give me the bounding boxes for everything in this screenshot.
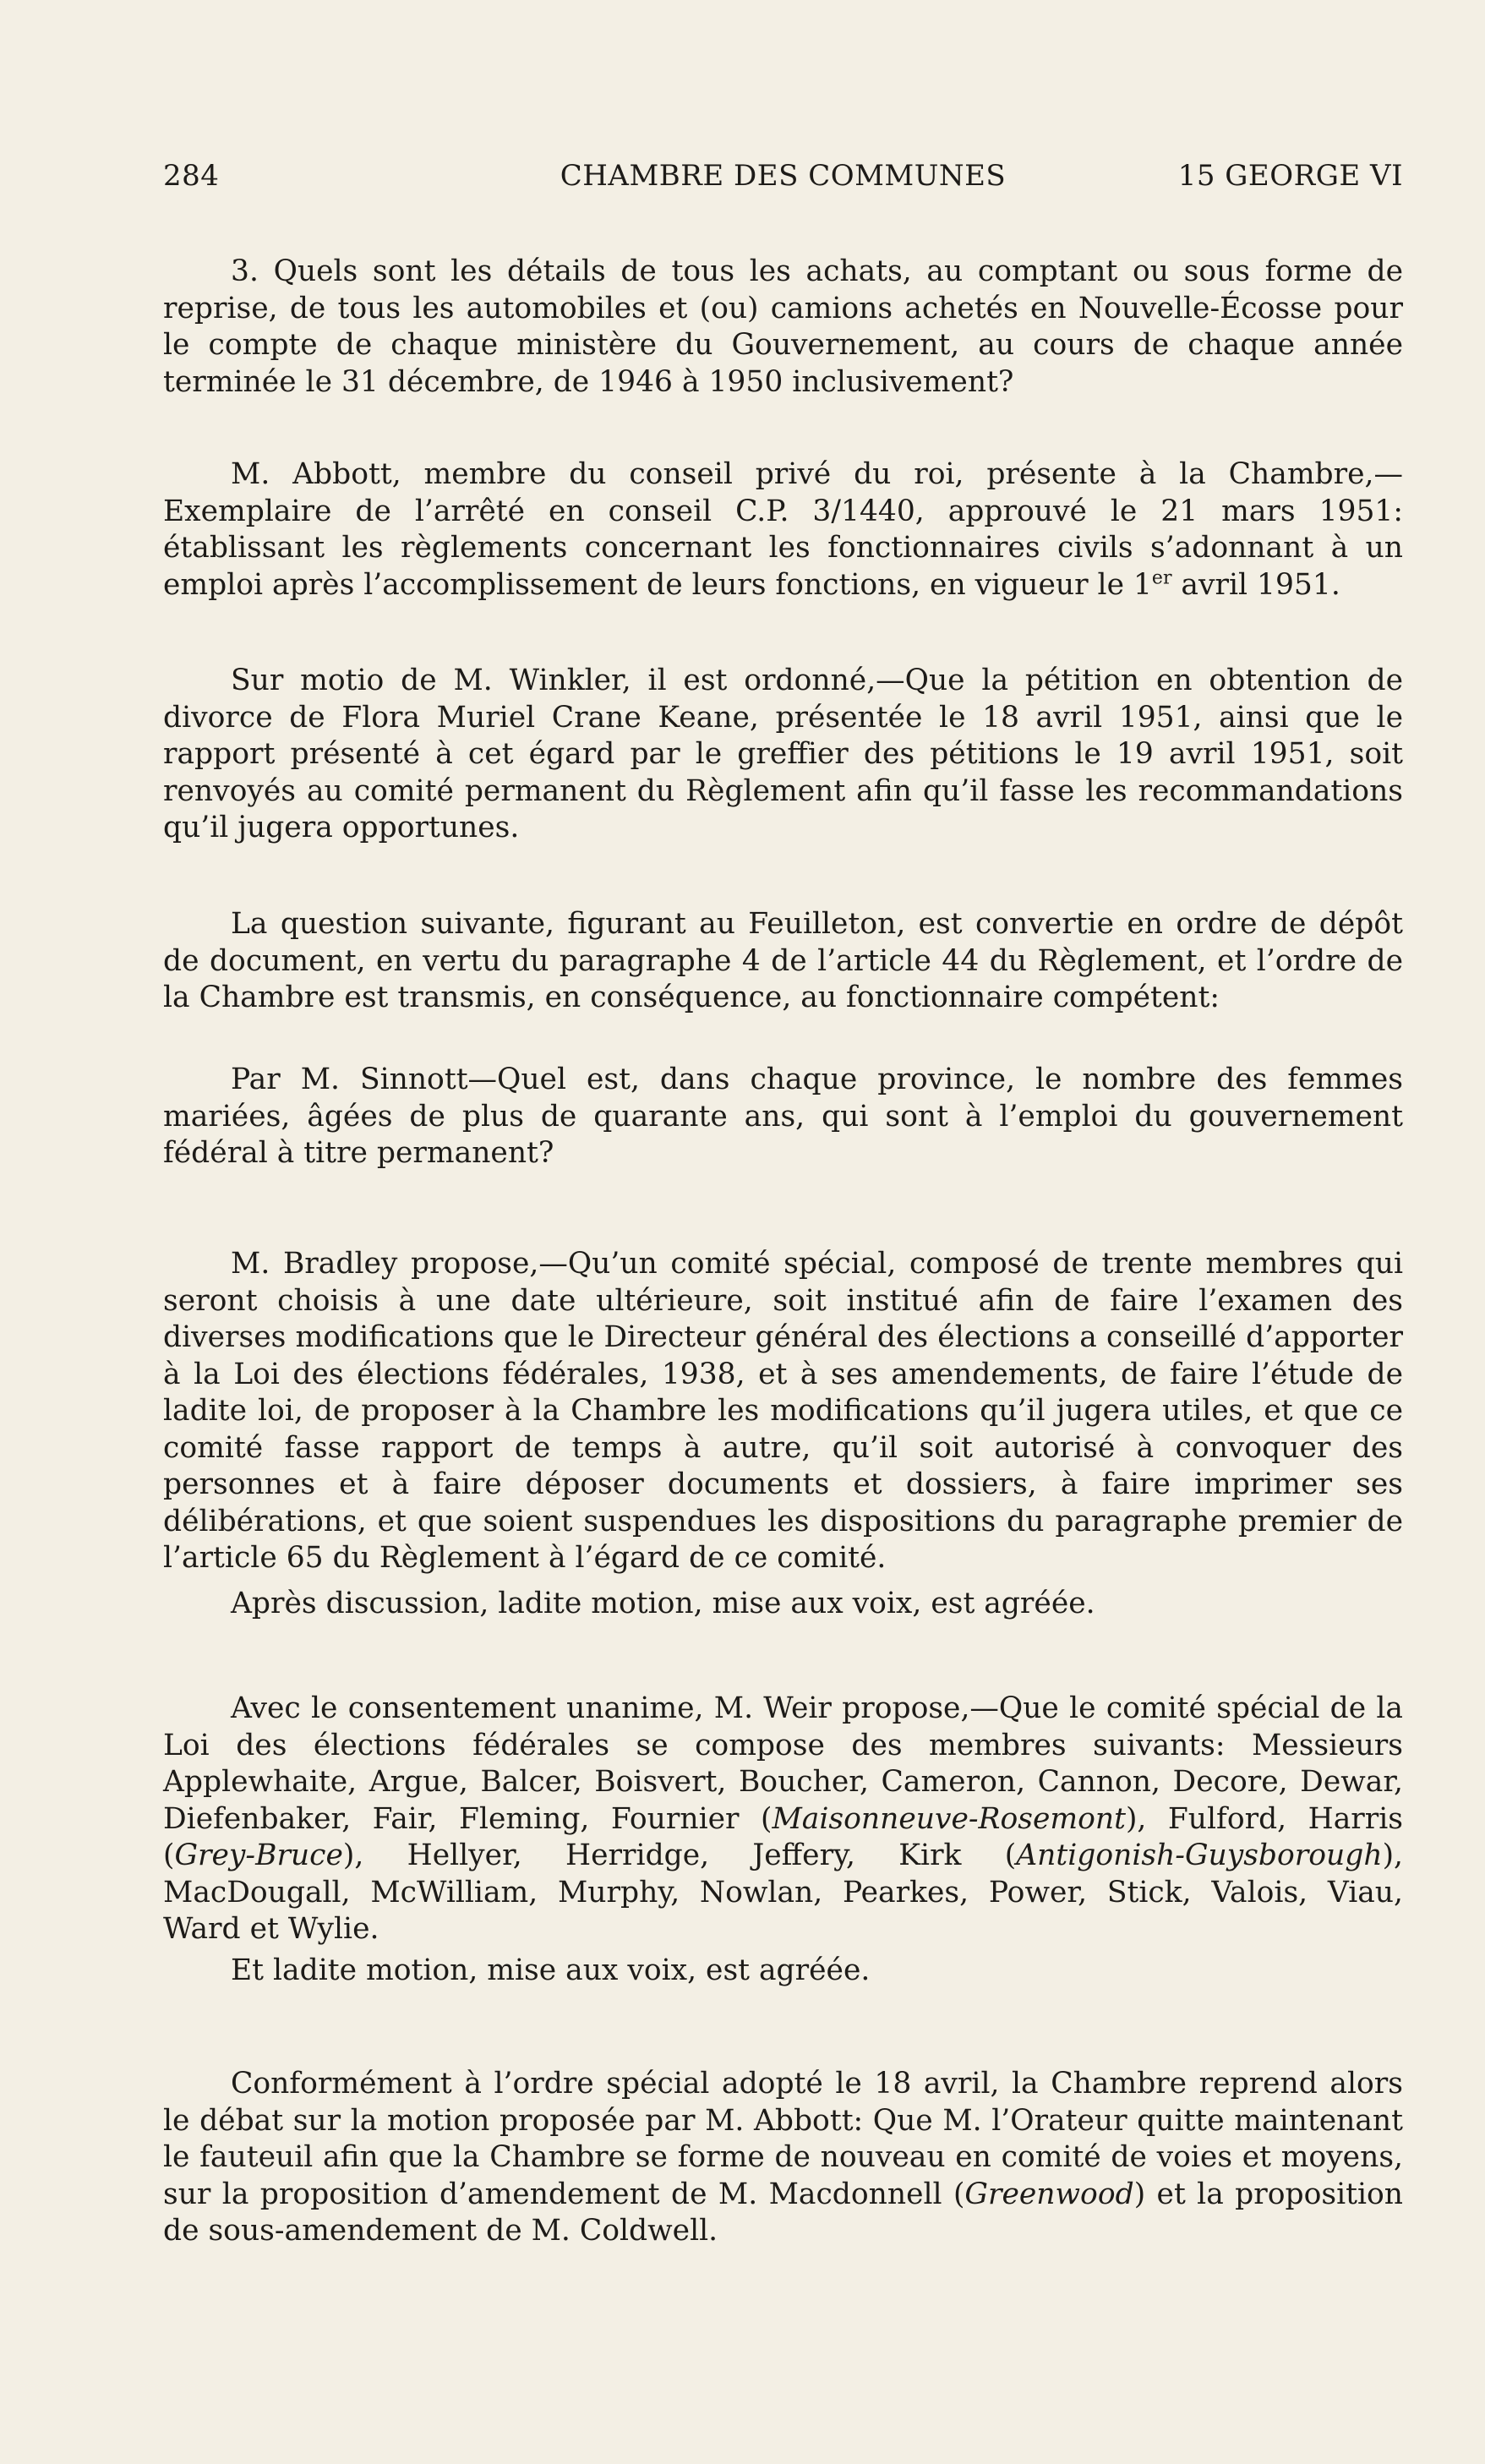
paragraph-motion-agreed-1: [163, 1586, 1403, 1623]
paragraph-text: 3. Quels sont les détails de tous les achats, au comptant ou sous forme de reprise, de tous les automobiles et (ou) camions achetés en Nouvelle-Écosse pour le compte de chaque ministère du Gouvernement, au cours de chaque année terminée le 31 décembre, de 1946 à 1950 inclusivement?: [163, 254, 1403, 399]
page-number: 284: [163, 159, 220, 193]
paragraph-text: Sur motio de M. Winkler, il est ordonné,—Que la pétition en obtention de divorce de Flora Muriel Crane Keane, présentée le 18 avril 1951, ainsi que le rapport présenté à cet égard par le greffier des pétitions le 19 avril 1951, soit renvoyés au comité permanent du Règlement afin qu’il fasse les recommandations qu’il jugera opportunes.: [163, 664, 1403, 844]
paragraph-weir-motion: [163, 1691, 1403, 1948]
paragraph-winkler-motion: [163, 663, 1403, 847]
running-title: CHAMBRE DES COMMUNES: [560, 159, 1007, 193]
paragraph-sinnott-question: [163, 1062, 1403, 1172]
page-header: [163, 159, 1403, 201]
regnal-year: 15 GEORGE VI: [1177, 159, 1403, 193]
paragraph-abbott-tabled: [163, 456, 1403, 604]
paragraph-text: Par M. Sinnott—Quel est, dans chaque province, le nombre des femmes mariées, âgées de plus de quarante ans, qui sont à l’emploi du gouvernement fédéral à titre permanent?: [163, 1063, 1403, 1170]
paragraph-text: M. Abbott, membre du conseil privé du roi, présente à la Chambre,— Exemplaire de l’arrêté en conseil C.P. 3/1440, approuvé le 21 mars 1951: établissant les règlements concernant les fonctionnaires civils s’adonnant à un emploi après l’accomplissement de leurs fonctions, en vigueur le 1er avril 1951.: [163, 457, 1403, 602]
paragraph-text: Avec le consentement unanime, M. Weir propose,—Que le comité spécial de la Loi des élections fédérales se compose des membres suivants: Messieurs Applewhaite, Argue, Balcer, Boisvert, Boucher, Cameron, Cannon, Decore, Dewar, Diefenbaker, Fair, Fleming, Fournier (Maisonneuve-Rosemont), Fulford, Harris (Grey-Bruce), Hellyer, Herridge, Jeffery, Kirk (Antigonish-Guysborough), MacDougall, McWilliam, Murphy, Nowlan, Pearkes, Power, Stick, Valois, Viau, Ward et Wylie.: [163, 1691, 1403, 1946]
paragraph-text: Et ladite motion, mise aux voix, est agréée.: [231, 1953, 871, 1987]
paragraph-bradley-motion: [163, 1246, 1403, 1577]
paragraph-question-3: [163, 254, 1403, 401]
paragraph-text: La question suivante, figurant au Feuilleton, est convertie en ordre de dépôt de document, en vertu du paragraphe 4 de l’article 44 du Règlement, et l’ordre de la Chambre est transmis, en conséquence, au fonctionnaire compétent:: [163, 907, 1403, 1014]
paragraph-text: Conformément à l’ordre spécial adopté le 18 avril, la Chambre reprend alors le débat sur la motion proposée par M. Abbott: Que M. l’Orateur quitte maintenant le fauteuil afin que la Chambre se forme de nouveau en comité de voies et moyens, sur la proposition d’amendement de M. Macdonnell (Greenwood) et la proposition de sous-amendement de M. Coldwell.: [163, 2067, 1403, 2248]
paragraph-debate-resumed: [163, 2066, 1403, 2250]
paragraph-question-converted: [163, 906, 1403, 1017]
paragraph-text: M. Bradley propose,—Qu’un comité spécial, composé de trente membres qui seront choisis à une date ultérieure, soit institué afin de faire l’examen des diverses modifications que le Directeur général des élections a conseillé d’apporter à la Loi des élections fédérales, 1938, et à ses amendements, de faire l’étude de ladite loi, de proposer à la Chambre les modifications qu’il jugera utiles, et que ce comité fasse rapport de temps à autre, qu’il soit autorisé à convoquer des personnes et à faire déposer documents et dossiers, à faire imprimer ses délibérations, et que soient suspendues les dispositions du paragraphe premier de l’article 65 du Règlement à l’égard de ce comité.: [163, 1247, 1403, 1575]
paragraph-motion-agreed-2: [163, 1953, 1403, 1990]
paragraph-text: Après discussion, ladite motion, mise aux voix, est agréée.: [231, 1587, 1095, 1620]
